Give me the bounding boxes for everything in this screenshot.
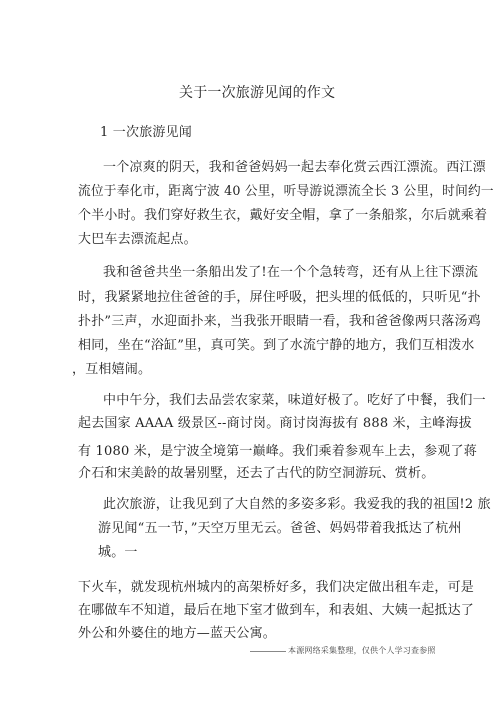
paragraph-3-line-1: 中中午分，我们去品尝农家菜，味道好极了。吃好了中餐，我们一 [103,393,486,408]
section-heading: 1 一次旅游见闻 [100,125,193,140]
paragraph-5-line-1: 此次旅游，让我见到了大自然的多姿多彩。我爱我的我的祖国!2 旅 [103,497,491,512]
paragraph-2-line-5: ，互相嬉闹。 [72,362,152,377]
paragraph-4-line-2: 介石和宋美龄的故暑别墅，还去了古代的防空洞游玩、赏析。 [78,466,435,481]
paragraph-1-line-3: 个半小时。我们穿好救生衣，戴好安全帽，拿了一条船浆，尔后就乘着 [78,208,488,223]
paragraph-3-line-2: 起去国家 AAAA 级景区--商讨岗。商讨岗海拔有 888 米，主峰海拔 [78,416,472,431]
paragraph-2-line-1: 我和爸爸共坐一条船出发了!在一个个急转弯，还有从上往下漂流 [103,265,479,280]
paragraph-5-line-3: 城。一 [98,545,138,560]
footer-note: 本源网络采集整理，仅供个人学习查参照 [288,646,436,655]
paragraph-2-line-2: 时，我紧紧地拉住爸爸的手，屏住呼吸，把头埋的低低的，只听见“扑 [78,290,481,305]
paragraph-6-line-2: 在哪做车不知道，最后在地下室才做到车，和表姐、大姨一起抵达了 [78,603,475,618]
document-title: 关于一次旅游见闻的作文 [179,85,336,101]
paragraph-6-line-3: 外公和外婆住的地方—蓝天公寓。 [78,626,277,641]
paragraph-5-line-2: 游见闻“五一节，”天空万里无云。爸爸、妈妈带着我抵达了杭州 [98,521,462,536]
paragraph-1-line-4: 大巴车去漂流起点。 [78,232,197,247]
paragraph-2-line-4: 相同，坐在“浴缸”里，真可笑。到了水流宁静的地方，我们互相泼水 [78,338,475,353]
paragraph-1-line-2: 流位于奉化市，距离宁波 40 公里，听导游说漂流全长 3 公里，时间约一 [78,184,494,199]
paragraph-6-line-1: 下火车，就发现杭州城内的高架桥好多，我们决定做出租车走，可是 [78,580,475,595]
paragraph-1-line-1: 一个凉爽的阴天，我和爸爸妈妈一起去奉化赏云西江漂流。西江漂 [103,160,486,175]
paragraph-4-line-1: 有 1080 米，是宁波全境第一巅峰。我们乘着参观车上去，参观了蒋 [78,444,477,459]
footer-rule [250,651,286,652]
paragraph-2-line-3: 扑扑”三声，水迎面扑来，当我张开眼睛一看，我和爸爸像两只落汤鸡 [78,314,481,329]
